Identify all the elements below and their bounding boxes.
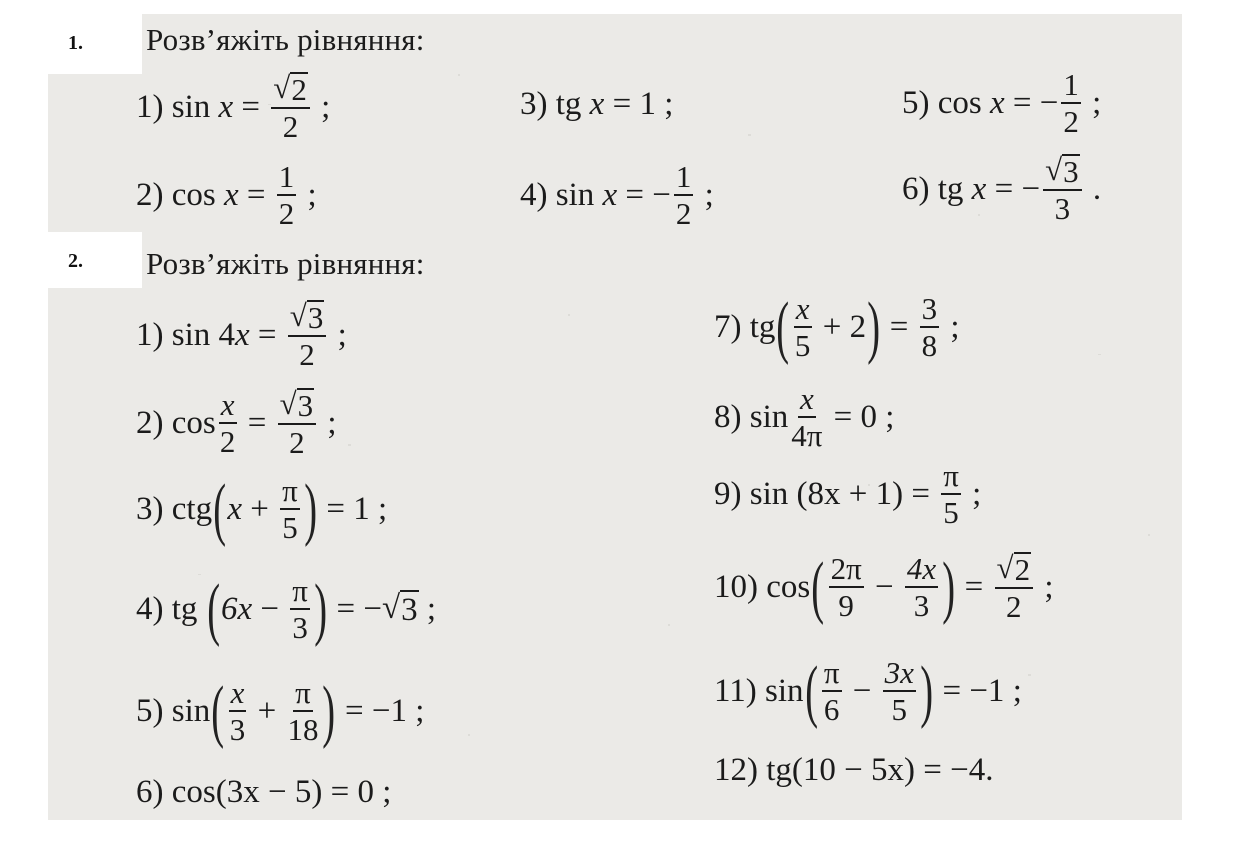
equation-1-5: 5) cos x = − $\frac{1}{2}$ ; [902,67,1102,139]
equation-2-5: 5) sin ( $\frac{x}{3}$ + $\frac{\pi}{18}$ ) = −1 ; [136,672,425,750]
equation-1-3: 3) tg x = 1 ; [520,85,674,122]
equation-2-10: 10) cos ( $\frac{2\pi}{9}$ − $\frac{4x}{3}$ ) = √ 2 2 ; [714,548,1054,626]
section-2-heading: Розв’яжіть рівняння: [146,246,425,281]
equation-2-6: 6) cos(3x − 5) = 0 ; [136,773,392,810]
equation-2-3: 3) ctg ( x + $\frac{\pi}{5}$ ) = 1 ; [136,470,388,548]
equation-2-4: 4) tg ( 6x − $\frac{\pi}{3}$ ) = − √ 3 ; [136,570,437,648]
equation-2-8: 8) sin $\frac{x}{4\pi}$ = 0 ; [714,381,895,453]
equation-2-12: 12) tg(10 − 5x) = −4 . [714,751,994,788]
equation-1-1: 1) sin x = √ 2 2 ; [136,70,331,144]
equation-1-6: 6) tg x = − √ 3 3 . [902,152,1102,226]
section-1-number: 1. [68,32,83,54]
section-1-heading: Розв’яжіть рівняння: [146,22,425,57]
equation-1-2: 2) cos x = $\frac{1}{2}$ ; [136,159,317,231]
equation-2-2: 2) cos $\frac{x}{2}$ = √ 3 2 ; [136,386,337,460]
equation-1-4: 4) sin x = − $\frac{1}{2}$ ; [520,159,714,231]
section-1-number-box [48,14,142,74]
equation-2-11: 11) sin ( $\frac{\pi}{6}$ − $\frac{3x}{5}$ ) = −1 ; [714,652,1022,730]
equation-2-1: 1) sin 4 x = √ 3 2 ; [136,298,347,372]
section-2-number-box [48,232,142,288]
equation-2-9: 9) sin (8x + 1) = $\frac{\pi}{5}$ ; [714,458,982,530]
equation-2-7: 7) tg ( $\frac{x}{5}$ + 2 ) = $\frac{3}{8}$ ; [714,288,960,366]
section-2-number: 2. [68,250,83,272]
